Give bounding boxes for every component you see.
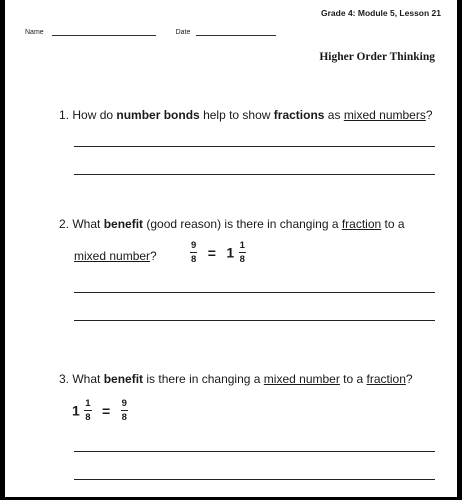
answer-line[interactable]: [74, 292, 435, 293]
q-term: mixed number: [74, 249, 151, 263]
name-label: Name: [25, 29, 44, 36]
whole-number: 1: [72, 402, 80, 419]
answer-line[interactable]: [74, 174, 435, 175]
fraction: [190, 240, 197, 265]
q-keyword: number bonds: [116, 108, 200, 122]
q-keyword: fractions: [273, 108, 325, 122]
equals-sign: =: [102, 402, 111, 419]
q-text: as: [324, 108, 344, 122]
fraction: [121, 398, 128, 423]
answer-line[interactable]: [74, 479, 435, 480]
q-text: help to show: [199, 108, 274, 122]
q-text: What: [72, 217, 104, 231]
denominator: 8: [85, 412, 91, 423]
date-label: Date: [175, 29, 191, 36]
denominator: 8: [191, 254, 197, 265]
section-title: Higher Order Thinking: [319, 51, 435, 63]
q-term: mixed number: [263, 372, 340, 386]
q-text: to a: [381, 217, 405, 231]
q-text: ?: [425, 108, 433, 122]
worksheet-page: [5, 0, 457, 497]
question-number: 1.: [59, 108, 70, 122]
whole-number: 1: [226, 244, 235, 261]
lesson-header: Grade 4: Module 5, Lesson 21: [321, 8, 441, 18]
question-2-line2: [74, 249, 157, 264]
denominator: 8: [239, 254, 245, 265]
fraction: [239, 240, 246, 265]
question-3: [59, 372, 413, 387]
q-text: to a: [339, 372, 367, 386]
question-2: [59, 217, 405, 232]
q-text: (good reason) is there in changing a: [143, 217, 342, 231]
q-text: ?: [405, 372, 413, 386]
equals-sign: =: [207, 244, 216, 261]
denominator: 8: [121, 412, 127, 423]
numerator: 1: [239, 240, 245, 251]
q-keyword: benefit: [103, 217, 144, 231]
fraction: [84, 398, 91, 423]
q-text: What: [72, 372, 104, 386]
answer-line[interactable]: [74, 320, 435, 321]
question-number: 2.: [59, 217, 70, 231]
question-number: 3.: [59, 372, 70, 386]
numerator: 9: [121, 398, 127, 409]
q-text: How do: [72, 108, 117, 122]
numerator: 9: [191, 240, 197, 251]
q-term: fraction: [366, 372, 406, 386]
name-field[interactable]: [52, 27, 156, 36]
q-term: mixed numbers: [343, 108, 426, 122]
q-text: is there in changing a: [143, 372, 264, 386]
equation-2: [190, 240, 246, 265]
q-term: fraction: [341, 217, 382, 231]
name-date-row: [25, 27, 445, 36]
answer-line[interactable]: [74, 146, 435, 147]
numerator: 1: [85, 398, 91, 409]
question-1: [59, 108, 433, 123]
answer-line[interactable]: [74, 451, 435, 452]
date-field[interactable]: [196, 27, 276, 36]
equation-3: [72, 398, 128, 423]
q-keyword: benefit: [103, 372, 144, 386]
q-text: ?: [150, 249, 157, 263]
